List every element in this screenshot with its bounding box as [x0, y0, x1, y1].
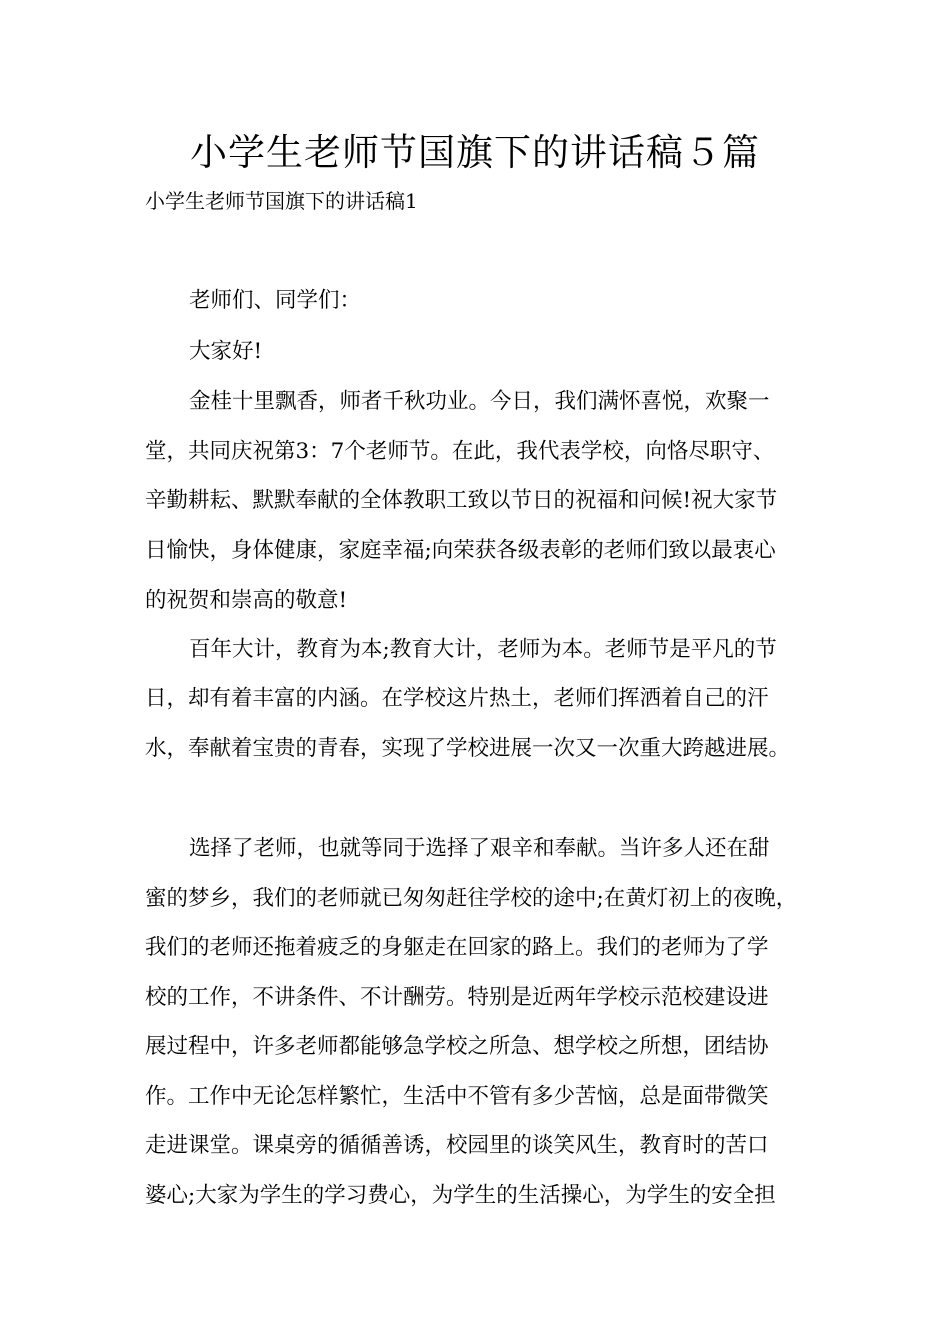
paragraph-line: 走进课堂。课桌旁的循循善诱，校园里的谈笑风生，教育时的苦口: [145, 1133, 769, 1158]
paragraph-line: 我们的老师还拖着疲乏的身躯走在回家的路上。我们的老师为了学: [145, 935, 769, 960]
paragraph-line: 老师们、同学们：: [189, 288, 362, 313]
paragraph-line: 展过程中，许多老师都能够急学校之所急、想学校之所想，团结协: [145, 1034, 769, 1059]
paragraph-line: 校的工作，不讲条件、不计酬劳。特别是近两年学校示范校建设进: [145, 985, 769, 1010]
paragraph-line: 大家好!: [189, 339, 263, 364]
paragraph-line: 水，奉献着宝贵的青春，实现了学校进展一次又一次重大跨越进展。: [145, 736, 791, 761]
paragraph-line: 日愉快，身体健康，家庭幸福;向荣获各级表彰的老师们致以最衷心: [145, 538, 776, 563]
paragraph-line: 选择了老师，也就等同于选择了艰辛和奉献。当许多人还在甜: [189, 836, 770, 861]
paragraph-line: 百年大计，教育为本;教育大计，老师为本。老师节是平凡的节: [189, 637, 777, 662]
paragraph-line: 辛勤耕耘、默默奉献的全体教职工致以节日的祝福和问候!祝大家节: [145, 488, 778, 513]
paragraph-line: 作。工作中无论怎样繁忙，生活中不管有多少苦恼，总是面带微笑: [145, 1084, 769, 1109]
speech-subtitle: 小学生老师节国旗下的讲话稿1: [145, 189, 418, 213]
paragraph-line: 堂，共同庆祝第3：7个老师节。在此，我代表学校，向恪尽职守、: [145, 439, 775, 464]
paragraph-line: 婆心;大家为学生的学习费心，为学生的生活操心，为学生的安全担: [145, 1183, 776, 1208]
paragraph-line: 日，却有着丰富的内涵。在学校这片热土，老师们挥洒着自己的汗: [145, 686, 769, 711]
paragraph-line: 的祝贺和崇高的敬意!: [145, 588, 348, 613]
paragraph-line: 蜜的梦乡，我们的老师就已匆匆赶往学校的途中;在黄灯初上的夜晚，: [145, 886, 798, 911]
document-title: 小学生老师节国旗下的讲话稿５篇: [190, 131, 760, 174]
paragraph-line: 金桂十里飘香，师者千秋功业。今日，我们满怀喜悦，欢聚一: [189, 389, 770, 414]
